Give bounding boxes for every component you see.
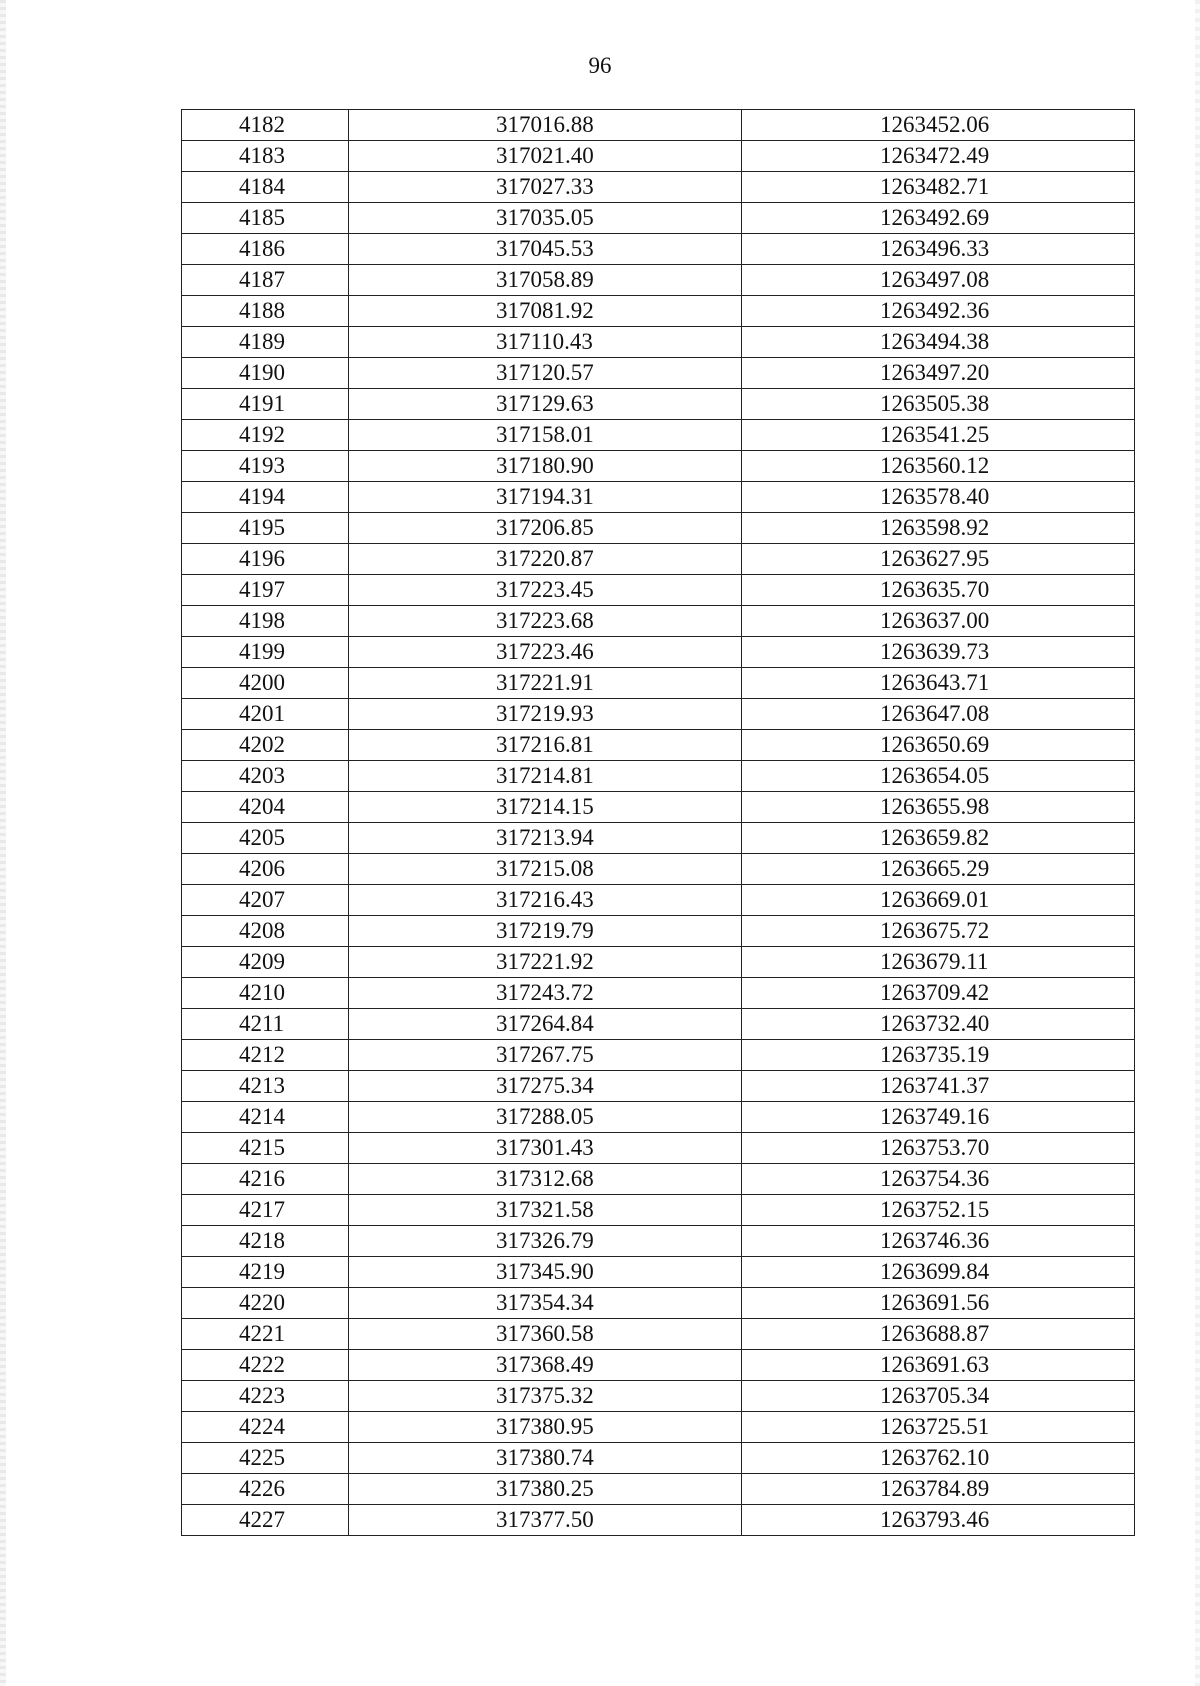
table-row — [182, 947, 1135, 978]
point-number-cell: 4222 — [182, 1350, 349, 1381]
y-coordinate-cell: 1263492.69 — [742, 203, 1135, 234]
y-coordinate-cell: 1263452.06 — [742, 110, 1135, 141]
y-coordinate-cell: 1263560.12 — [742, 451, 1135, 482]
point-number-cell: 4203 — [182, 761, 349, 792]
point-number-cell: 4214 — [182, 1102, 349, 1133]
y-coordinate-cell: 1263691.63 — [742, 1350, 1135, 1381]
y-coordinate-cell: 1263762.10 — [742, 1443, 1135, 1474]
point-number-cell: 4197 — [182, 575, 349, 606]
y-coordinate-cell: 1263784.89 — [742, 1474, 1135, 1505]
table-row — [182, 265, 1135, 296]
table-row — [182, 1164, 1135, 1195]
table-row — [182, 1505, 1135, 1536]
y-coordinate-cell: 1263654.05 — [742, 761, 1135, 792]
table-row — [182, 110, 1135, 141]
y-coordinate-cell: 1263494.38 — [742, 327, 1135, 358]
scan-edge-left — [0, 0, 6, 1686]
point-number-cell: 4215 — [182, 1133, 349, 1164]
table-row — [182, 513, 1135, 544]
table-row — [182, 451, 1135, 482]
table-row — [182, 575, 1135, 606]
point-number-cell: 4194 — [182, 482, 349, 513]
point-number-cell: 4189 — [182, 327, 349, 358]
point-number-cell: 4185 — [182, 203, 349, 234]
y-coordinate-cell: 1263709.42 — [742, 978, 1135, 1009]
point-number-cell: 4225 — [182, 1443, 349, 1474]
y-coordinate-cell: 1263753.70 — [742, 1133, 1135, 1164]
y-coordinate-cell: 1263732.40 — [742, 1009, 1135, 1040]
y-coordinate-cell: 1263752.15 — [742, 1195, 1135, 1226]
point-number-cell: 4221 — [182, 1319, 349, 1350]
point-number-cell: 4220 — [182, 1288, 349, 1319]
point-number-cell: 4199 — [182, 637, 349, 668]
x-coordinate-cell: 317326.79 — [349, 1226, 742, 1257]
x-coordinate-cell: 317345.90 — [349, 1257, 742, 1288]
x-coordinate-cell: 317360.58 — [349, 1319, 742, 1350]
x-coordinate-cell: 317021.40 — [349, 141, 742, 172]
table-row — [182, 885, 1135, 916]
y-coordinate-cell: 1263647.08 — [742, 699, 1135, 730]
x-coordinate-cell: 317035.05 — [349, 203, 742, 234]
y-coordinate-cell: 1263699.84 — [742, 1257, 1135, 1288]
table-row — [182, 1412, 1135, 1443]
scan-edge-right — [1195, 0, 1200, 1686]
table-row — [182, 1443, 1135, 1474]
x-coordinate-cell: 317275.34 — [349, 1071, 742, 1102]
x-coordinate-cell: 317223.68 — [349, 606, 742, 637]
x-coordinate-cell: 317221.92 — [349, 947, 742, 978]
y-coordinate-cell: 1263675.72 — [742, 916, 1135, 947]
x-coordinate-cell: 317220.87 — [349, 544, 742, 575]
point-number-cell: 4227 — [182, 1505, 349, 1536]
point-number-cell: 4216 — [182, 1164, 349, 1195]
point-number-cell: 4198 — [182, 606, 349, 637]
point-number-cell: 4223 — [182, 1381, 349, 1412]
table-row — [182, 1102, 1135, 1133]
table-row — [182, 730, 1135, 761]
point-number-cell: 4183 — [182, 141, 349, 172]
table-row — [182, 482, 1135, 513]
point-number-cell: 4184 — [182, 172, 349, 203]
table-row — [182, 1381, 1135, 1412]
point-number-cell: 4206 — [182, 854, 349, 885]
y-coordinate-cell: 1263705.34 — [742, 1381, 1135, 1412]
y-coordinate-cell: 1263688.87 — [742, 1319, 1135, 1350]
table-row — [182, 203, 1135, 234]
x-coordinate-cell: 317219.79 — [349, 916, 742, 947]
point-number-cell: 4209 — [182, 947, 349, 978]
y-coordinate-cell: 1263627.95 — [742, 544, 1135, 575]
point-number-cell: 4190 — [182, 358, 349, 389]
y-coordinate-cell: 1263492.36 — [742, 296, 1135, 327]
table-row — [182, 792, 1135, 823]
y-coordinate-cell: 1263754.36 — [742, 1164, 1135, 1195]
x-coordinate-cell: 317216.81 — [349, 730, 742, 761]
point-number-cell: 4210 — [182, 978, 349, 1009]
x-coordinate-cell: 317312.68 — [349, 1164, 742, 1195]
x-coordinate-cell: 317354.34 — [349, 1288, 742, 1319]
y-coordinate-cell: 1263497.20 — [742, 358, 1135, 389]
point-number-cell: 4212 — [182, 1040, 349, 1071]
table-row — [182, 1226, 1135, 1257]
x-coordinate-cell: 317377.50 — [349, 1505, 742, 1536]
y-coordinate-cell: 1263482.71 — [742, 172, 1135, 203]
point-number-cell: 4207 — [182, 885, 349, 916]
point-number-cell: 4226 — [182, 1474, 349, 1505]
x-coordinate-cell: 317214.81 — [349, 761, 742, 792]
x-coordinate-cell: 317380.25 — [349, 1474, 742, 1505]
x-coordinate-cell: 317368.49 — [349, 1350, 742, 1381]
table-row — [182, 141, 1135, 172]
y-coordinate-cell: 1263497.08 — [742, 265, 1135, 296]
point-number-cell: 4208 — [182, 916, 349, 947]
x-coordinate-cell: 317120.57 — [349, 358, 742, 389]
y-coordinate-cell: 1263669.01 — [742, 885, 1135, 916]
x-coordinate-cell: 317215.08 — [349, 854, 742, 885]
table-row — [182, 606, 1135, 637]
y-coordinate-cell: 1263472.49 — [742, 141, 1135, 172]
point-number-cell: 4191 — [182, 389, 349, 420]
y-coordinate-cell: 1263637.00 — [742, 606, 1135, 637]
y-coordinate-cell: 1263691.56 — [742, 1288, 1135, 1319]
point-number-cell: 4218 — [182, 1226, 349, 1257]
coordinates-table-body — [182, 110, 1135, 1536]
y-coordinate-cell: 1263679.11 — [742, 947, 1135, 978]
y-coordinate-cell: 1263749.16 — [742, 1102, 1135, 1133]
point-number-cell: 4196 — [182, 544, 349, 575]
y-coordinate-cell: 1263746.36 — [742, 1226, 1135, 1257]
table-row — [182, 1071, 1135, 1102]
point-number-cell: 4213 — [182, 1071, 349, 1102]
x-coordinate-cell: 317321.58 — [349, 1195, 742, 1226]
x-coordinate-cell: 317243.72 — [349, 978, 742, 1009]
x-coordinate-cell: 317045.53 — [349, 234, 742, 265]
x-coordinate-cell: 317016.88 — [349, 110, 742, 141]
table-row — [182, 1257, 1135, 1288]
table-row — [182, 637, 1135, 668]
x-coordinate-cell: 317081.92 — [349, 296, 742, 327]
x-coordinate-cell: 317267.75 — [349, 1040, 742, 1071]
table-row — [182, 544, 1135, 575]
y-coordinate-cell: 1263741.37 — [742, 1071, 1135, 1102]
y-coordinate-cell: 1263793.46 — [742, 1505, 1135, 1536]
y-coordinate-cell: 1263725.51 — [742, 1412, 1135, 1443]
point-number-cell: 4201 — [182, 699, 349, 730]
table-row — [182, 358, 1135, 389]
x-coordinate-cell: 317223.45 — [349, 575, 742, 606]
x-coordinate-cell: 317213.94 — [349, 823, 742, 854]
y-coordinate-cell: 1263639.73 — [742, 637, 1135, 668]
table-row — [182, 1195, 1135, 1226]
x-coordinate-cell: 317380.74 — [349, 1443, 742, 1474]
y-coordinate-cell: 1263578.40 — [742, 482, 1135, 513]
point-number-cell: 4192 — [182, 420, 349, 451]
y-coordinate-cell: 1263598.92 — [742, 513, 1135, 544]
x-coordinate-cell: 317221.91 — [349, 668, 742, 699]
table-row — [182, 1319, 1135, 1350]
point-number-cell: 4186 — [182, 234, 349, 265]
table-row — [182, 389, 1135, 420]
x-coordinate-cell: 317216.43 — [349, 885, 742, 916]
point-number-cell: 4219 — [182, 1257, 349, 1288]
point-number-cell: 4182 — [182, 110, 349, 141]
x-coordinate-cell: 317058.89 — [349, 265, 742, 296]
table-row — [182, 761, 1135, 792]
x-coordinate-cell: 317380.95 — [349, 1412, 742, 1443]
x-coordinate-cell: 317288.05 — [349, 1102, 742, 1133]
x-coordinate-cell: 317219.93 — [349, 699, 742, 730]
table-row — [182, 1133, 1135, 1164]
x-coordinate-cell: 317264.84 — [349, 1009, 742, 1040]
y-coordinate-cell: 1263659.82 — [742, 823, 1135, 854]
table-row — [182, 1009, 1135, 1040]
coordinates-table-container — [181, 109, 1134, 1536]
point-number-cell: 4202 — [182, 730, 349, 761]
table-row — [182, 172, 1135, 203]
y-coordinate-cell: 1263643.71 — [742, 668, 1135, 699]
point-number-cell: 4200 — [182, 668, 349, 699]
y-coordinate-cell: 1263665.29 — [742, 854, 1135, 885]
x-coordinate-cell: 317180.90 — [349, 451, 742, 482]
point-number-cell: 4204 — [182, 792, 349, 823]
x-coordinate-cell: 317214.15 — [349, 792, 742, 823]
y-coordinate-cell: 1263541.25 — [742, 420, 1135, 451]
y-coordinate-cell: 1263650.69 — [742, 730, 1135, 761]
x-coordinate-cell: 317158.01 — [349, 420, 742, 451]
table-row — [182, 296, 1135, 327]
point-number-cell: 4211 — [182, 1009, 349, 1040]
y-coordinate-cell: 1263635.70 — [742, 575, 1135, 606]
table-row — [182, 823, 1135, 854]
table-row — [182, 978, 1135, 1009]
table-row — [182, 420, 1135, 451]
table-row — [182, 916, 1135, 947]
x-coordinate-cell: 317375.32 — [349, 1381, 742, 1412]
y-coordinate-cell: 1263505.38 — [742, 389, 1135, 420]
x-coordinate-cell: 317027.33 — [349, 172, 742, 203]
point-number-cell: 4217 — [182, 1195, 349, 1226]
table-row — [182, 1474, 1135, 1505]
table-row — [182, 699, 1135, 730]
coordinates-table — [181, 109, 1135, 1536]
x-coordinate-cell: 317301.43 — [349, 1133, 742, 1164]
table-row — [182, 234, 1135, 265]
table-row — [182, 668, 1135, 699]
x-coordinate-cell: 317223.46 — [349, 637, 742, 668]
table-row — [182, 1040, 1135, 1071]
x-coordinate-cell: 317129.63 — [349, 389, 742, 420]
point-number-cell: 4188 — [182, 296, 349, 327]
table-row — [182, 854, 1135, 885]
point-number-cell: 4187 — [182, 265, 349, 296]
table-row — [182, 1350, 1135, 1381]
point-number-cell: 4193 — [182, 451, 349, 482]
point-number-cell: 4205 — [182, 823, 349, 854]
table-row — [182, 1288, 1135, 1319]
point-number-cell: 4224 — [182, 1412, 349, 1443]
point-number-cell: 4195 — [182, 513, 349, 544]
y-coordinate-cell: 1263735.19 — [742, 1040, 1135, 1071]
x-coordinate-cell: 317110.43 — [349, 327, 742, 358]
page-number: 96 — [588, 53, 612, 78]
x-coordinate-cell: 317194.31 — [349, 482, 742, 513]
y-coordinate-cell: 1263655.98 — [742, 792, 1135, 823]
x-coordinate-cell: 317206.85 — [349, 513, 742, 544]
table-row — [182, 327, 1135, 358]
y-coordinate-cell: 1263496.33 — [742, 234, 1135, 265]
